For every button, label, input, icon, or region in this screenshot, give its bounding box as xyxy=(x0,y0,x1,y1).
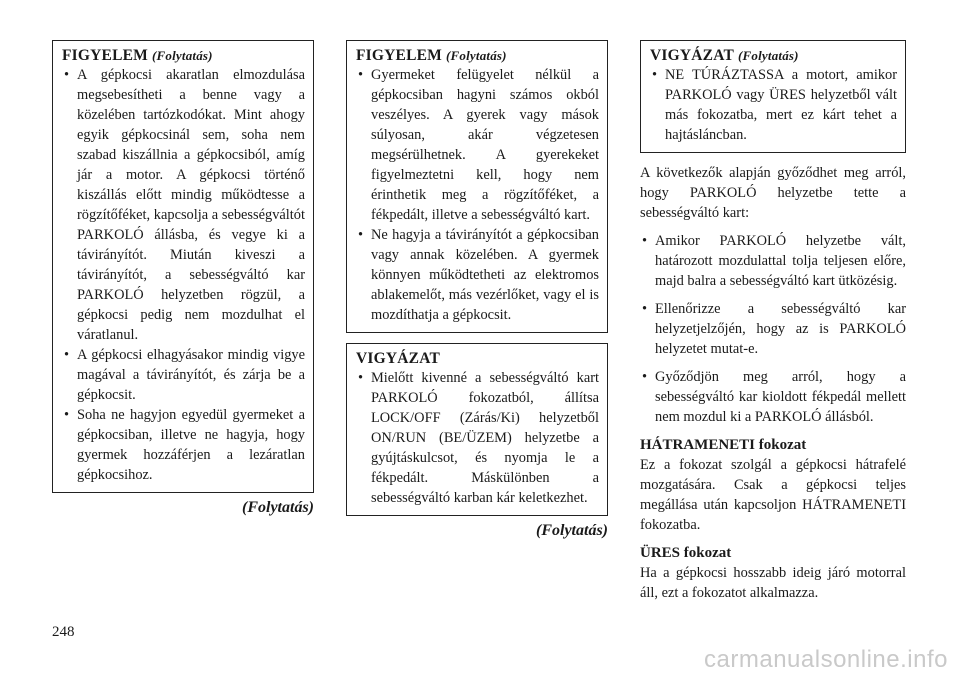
list-item: • A gépkocsi akaratlan elmozdulása megsebesítheti a benne vagy a közelében tartózkodókat. Mint ahogy egyik gépkocsinál sem, soha nem szabad kiszállnia a gépkocsiból, amíg jár a motor. A gépkocsi történő kiszállás előtt mindig működtesse a rögzítőféket, kapcsolja a sebességváltót PARKOLÓ állásba, és vegye ki a távirányítót. Miután kiveszi a távirányítót, a sebességváltó kar PARKOLÓ helyzetben rögzül, a gépkocsi pedig nem mozdulhat el váratlanul. xyxy=(62,65,305,345)
intro-paragraph: A következők alapján győződhet meg arról, hogy PARKOLÓ helyzetbe tette a sebességváltó kart: xyxy=(640,165,906,221)
continued-label: (Folytatás) xyxy=(242,499,314,516)
warning-box xyxy=(346,40,608,333)
list-item: • Mielőtt kivenné a sebességváltó kart PARKOLÓ fokozatból, állítsa LOCK/OFF (Zárás/Ki) helyzetből ON/RUN (BE/ÜZEM) helyzetbe a gyújtáskulcsot, és nyomja le a fékpedált. Máskülönben a sebességváltó karban kár keletkezhet. xyxy=(356,368,599,508)
section-heading-neutral: ÜRES fokozat xyxy=(640,545,732,561)
warning-list xyxy=(62,65,305,485)
watermark: carmanualsonline.info xyxy=(704,646,948,673)
warning-title-text: FIGYELEM xyxy=(62,47,148,64)
warning-subtitle: (Folytatás) xyxy=(152,48,213,63)
list-item: • Soha ne hagyjon egyedül gyermeket a gépkocsiban, illetve ne hagyja, hogy gyermek hozzáférjen a lezáratlan gépkocsihoz. xyxy=(62,405,305,485)
warning-box xyxy=(52,40,314,493)
section-heading-reverse: HÁTRAMENETI fokozat xyxy=(640,437,807,453)
caution-title-text: VIGYÁZAT xyxy=(650,47,734,64)
warning-subtitle: (Folytatás) xyxy=(446,48,507,63)
list-item: • NE TÚRÁZTASSA a motort, amikor PARKOLÓ vagy ÜRES helyzetből vált más fokozatba, mert ez kárt tehet a hajtásláncban. xyxy=(650,65,897,145)
caution-subtitle: (Folytatás) xyxy=(738,48,799,63)
list-item: • A gépkocsi elhagyásakor mindig vigye magával a távirányítót, és zárja be a gépkocsit. xyxy=(62,345,305,405)
warning-title-text: FIGYELEM xyxy=(356,47,442,64)
warning-title xyxy=(356,47,599,65)
list-item: • Gyermeket felügyelet nélkül a gépkocsiban hagyni számos okból veszélyes. A gyerek vagy mások súlyosan, akár végzetesen megsérülhetnek. A gyerekeket figyelmeztetni kell, hogy nem érinthetik meg a rögzítőféket, a fékpedált, illetve a sebességváltó kart. xyxy=(356,65,599,225)
continued-label: (Folytatás) xyxy=(536,522,608,539)
page-number: 248 xyxy=(52,624,75,640)
neutral-paragraph: Ha a gépkocsi hosszabb ideig járó motorral áll, ezt a fokozatot alkalmazza. xyxy=(640,565,906,601)
list-item: • Győződjön meg arról, hogy a sebességváltó kar kioldott fékpedál mellett nem mozdul ki a PARKOLÓ állásból. xyxy=(640,367,906,427)
reverse-paragraph: Ez a fokozat szolgál a gépkocsi hátrafelé mozgatására. Csak a gépkocsi teljes megállása után kapcsoljon HÁTRAMENETI fokozatba. xyxy=(640,457,906,533)
caution-title: VIGYÁZAT xyxy=(356,350,440,367)
caution-title xyxy=(650,47,897,65)
caution-box xyxy=(346,343,608,516)
warning-title xyxy=(62,47,305,65)
list-item: • Ne hagyja a távirányítót a gépkocsiban vagy annak közelében. A gyermek könnyen működtetheti az elektromos ablakemelőt, más vezérlőket, vagy el is mozdíthatja a gépkocsit. xyxy=(356,225,599,325)
list-item: • Amikor PARKOLÓ helyzetbe vált, határozott mozdulattal tolja teljesen előre, majd balra a sebességváltó kart ütközésig. xyxy=(640,231,906,291)
check-list xyxy=(640,231,906,427)
column-middle xyxy=(346,40,608,540)
list-item: • Ellenőrizze a sebességváltó kar helyzetjelzőjén, hogy az is PARKOLÓ helyzetet mutat-e. xyxy=(640,299,906,359)
caution-list xyxy=(650,65,897,145)
caution-box xyxy=(640,40,906,153)
column-right xyxy=(640,40,906,611)
warning-list xyxy=(356,65,599,325)
caution-list xyxy=(356,368,599,508)
column-left xyxy=(52,40,314,517)
